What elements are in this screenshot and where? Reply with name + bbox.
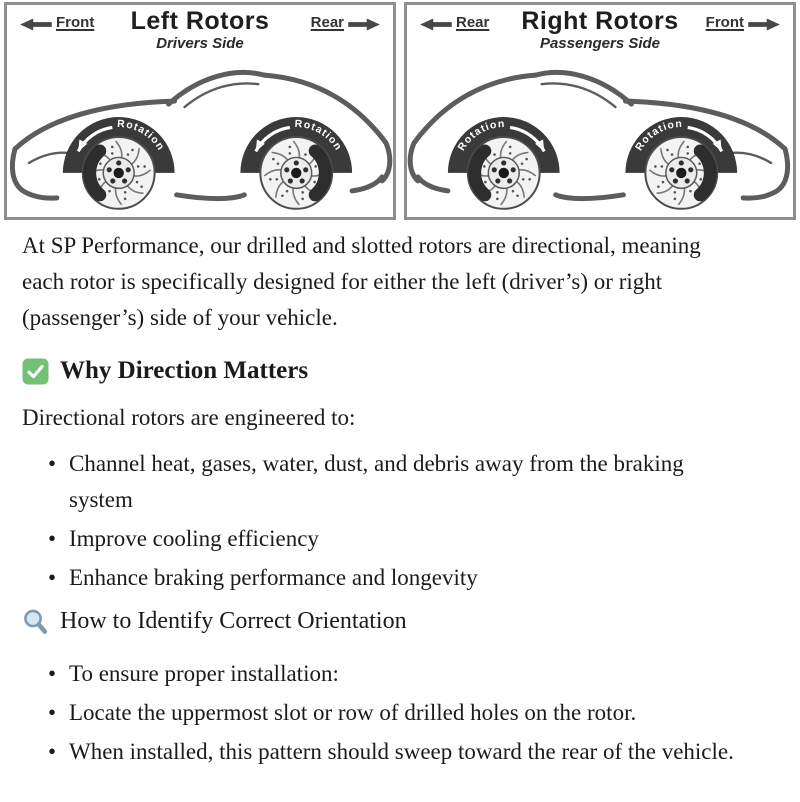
intro-paragraph: At SP Performance, our drilled and slotted rotors are directional, meaning each rotor is specifically designed for either the left (driver’s) or right (passenger’s) side of your vehicle. (22, 233, 701, 330)
right-arrow-icon (347, 18, 381, 31)
right-panel-header (407, 5, 793, 51)
left-panel-header (7, 5, 393, 51)
identify-orientation-heading (22, 606, 742, 636)
list-item: • Locate the uppermost slot or row of drilled holes on the rotor. (48, 695, 742, 731)
direction-text: Rear (310, 14, 344, 31)
direction-text: Front (705, 14, 744, 31)
list-item: • When installed, this pattern should sweep toward the rear of the vehicle. (48, 734, 742, 770)
front-direction-label (706, 14, 781, 31)
list-item: • To ensure proper installation: (48, 656, 742, 692)
magnifying-glass-icon (22, 608, 49, 635)
direction-text: Rear (456, 14, 490, 31)
heading-text: Why Direction Matters (60, 357, 309, 384)
panel-subtitle: Drivers Side (156, 35, 244, 52)
right-rotors-panel (404, 2, 796, 220)
engineered-to-lead: Directional rotors are engineered to: (22, 405, 356, 430)
why-direction-matters-heading (22, 356, 742, 386)
list-item: • Enhance braking performance and longevity (48, 560, 742, 596)
panel-subtitle: Passengers Side (539, 35, 661, 52)
list-item: • Improve cooling efficiency (48, 521, 742, 557)
rotor-direction-diagram (4, 2, 796, 220)
panel-title: Left Rotors (130, 7, 270, 35)
article-body (0, 228, 778, 770)
right-arrow-icon (747, 18, 781, 31)
identify-bullet-list (22, 656, 742, 770)
panel-title: Right Rotors (521, 7, 679, 35)
left-car-illustration (7, 51, 393, 217)
left-rotors-panel (4, 2, 396, 220)
heading-text: How to Identify Correct Orientation (60, 608, 407, 634)
direction-text: Front (56, 14, 95, 31)
why-bullet-list (22, 446, 742, 596)
check-mark-icon (22, 358, 49, 385)
rear-direction-label (311, 14, 381, 31)
list-item: • Channel heat, gases, water, dust, and debris away from the braking system (48, 446, 742, 518)
right-car-illustration (407, 51, 793, 217)
